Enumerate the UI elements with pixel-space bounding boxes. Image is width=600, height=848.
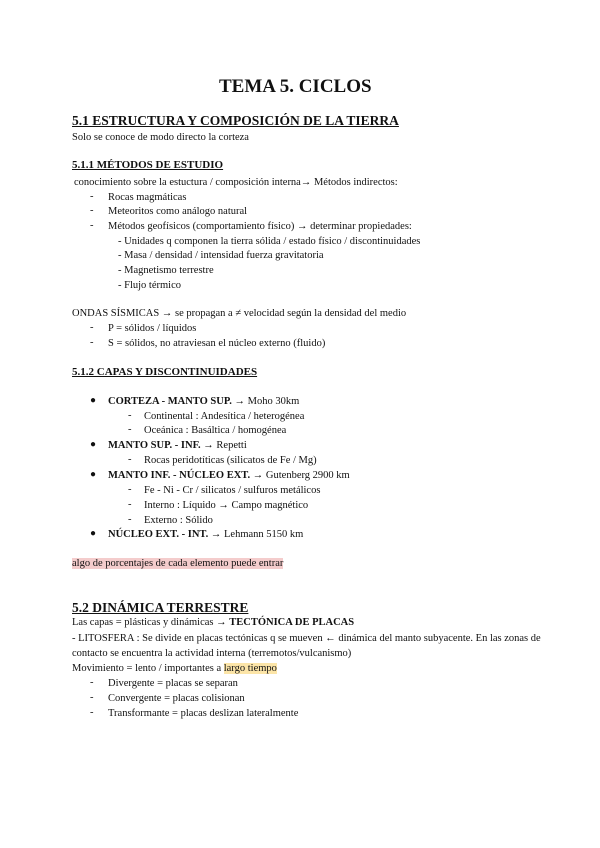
section-heading-5-2: 5.2 DINÁMICA TERRESTRE [72,600,249,615]
dash-marker: - [90,191,94,202]
section-heading-5-1-1: 5.1.1 MÉTODOS DE ESTUDIO [72,159,224,171]
list-item: Transformante = placas deslizan lateralmente [108,708,299,719]
dash-marker: - [90,220,94,231]
plate-tectonics-bold: TECTÓNICA DE PLACAS [229,617,355,628]
bullet-icon: ● [90,469,97,480]
section-intro: Solo se conoce de modo directo la corteza [72,132,249,143]
bullet-icon: ● [90,439,97,450]
list-item: S = sólidos, no atraviesan el núcleo externo (fluido) [108,338,326,349]
plate-tectonics-line [72,616,354,629]
seismic-waves-line: ONDAS SÍSMICAS → se propagan a ≠ velocidad según la densidad del medio [72,308,407,319]
sub-list-item: - Magnetismo terrestre [118,265,214,276]
bullet-item [108,395,299,408]
bullet-icon: ● [90,395,97,406]
bullet-item-bold: NÚCLEO EXT. - INT. [108,529,209,540]
sub-list-item: - Unidades q componen la tierra sólida / estado físico / discontinuidades [118,236,421,247]
plate-tectonics-pre: Las capas = plásticas y dinámicas → [72,617,230,628]
list-item: Rocas magmáticas [108,192,187,203]
lithosphere-paragraph: - LITOSFERA : Se divide en placas tectónicas q se mueven ← dinámica del manto subyacente. En las zonas de contacto se encuentra la actividad interna (terremotos/vulcanismo) [72,633,541,659]
list-item: Continental : Andesítica / heterogénea [144,411,305,422]
sub-list-item: - Flujo térmico [118,280,181,291]
movement-highlight: largo tiempo [223,663,277,674]
list-item: Interno : Líquido → Campo magnético [144,500,309,511]
highlighted-note [72,557,283,570]
list-item: Fe - Ni - Cr / silicatos / sulfuros metálicos [144,485,321,496]
dash-marker: - [90,205,94,216]
movement-line [72,662,277,675]
bullet-item-bold: CORTEZA - MANTO SUP. [108,396,232,407]
dash-marker: - [128,499,132,510]
dash-marker: - [90,677,94,688]
bullet-item [108,439,247,452]
section-heading-5-1-2: 5.1.2 CAPAS Y DISCONTINUIDADES [72,366,258,378]
list-item: P = sólidos / líquidos [108,323,197,334]
bullet-item-rest: → Repetti [200,440,247,451]
dash-marker: - [128,424,132,435]
bullet-icon: ● [90,528,97,539]
highlighted-note-text: algo de porcentajes de cada elemento puede entrar [72,558,284,569]
dash-marker: - [90,337,94,348]
dash-marker: - [128,514,132,525]
list-item: Externo : Sólido [144,515,213,526]
dash-marker: - [128,410,132,421]
section-heading-5-1: 5.1 ESTRUCTURA Y COMPOSICIÓN DE LA TIERRA [72,113,399,128]
bullet-item-bold: MANTO SUP. - INF. [108,440,201,451]
dash-marker: - [90,692,94,703]
bullet-item [108,469,350,482]
bullet-item-rest: → Moho 30km [231,396,300,407]
bullet-item [108,528,303,541]
bullet-item-rest: → Lehmann 5150 km [208,529,304,540]
sub-list-item: - Masa / densidad / intensidad fuerza gravitatoria [118,250,324,261]
dash-marker: - [90,322,94,333]
list-item: Rocas peridotíticas (silicatos de Fe / Mg) [144,455,317,466]
list-item: Divergente = placas se separan [108,678,238,689]
list-item: Métodos geofísicos (comportamiento físico) → determinar propiedades: [108,221,412,232]
dash-marker: - [128,484,132,495]
bullet-item-bold: MANTO INF. - NÚCLEO EXT. [108,470,251,481]
dash-marker: - [128,454,132,465]
dash-marker: - [90,707,94,718]
list-item: Oceánica : Basáltica / homogénea [144,425,287,436]
methods-intro: conocimiento sobre la estuctura / composición interna→ Métodos indirectos: [74,177,398,188]
page-title: TEMA 5. CICLOS [219,76,372,97]
list-item: Convergente = placas colisionan [108,693,245,704]
list-item: Meteoritos como análogo natural [108,206,248,217]
bullet-item-rest: → Gutenberg 2900 km [250,470,350,481]
movement-pre: Movimiento = lento / importantes a [72,663,224,674]
